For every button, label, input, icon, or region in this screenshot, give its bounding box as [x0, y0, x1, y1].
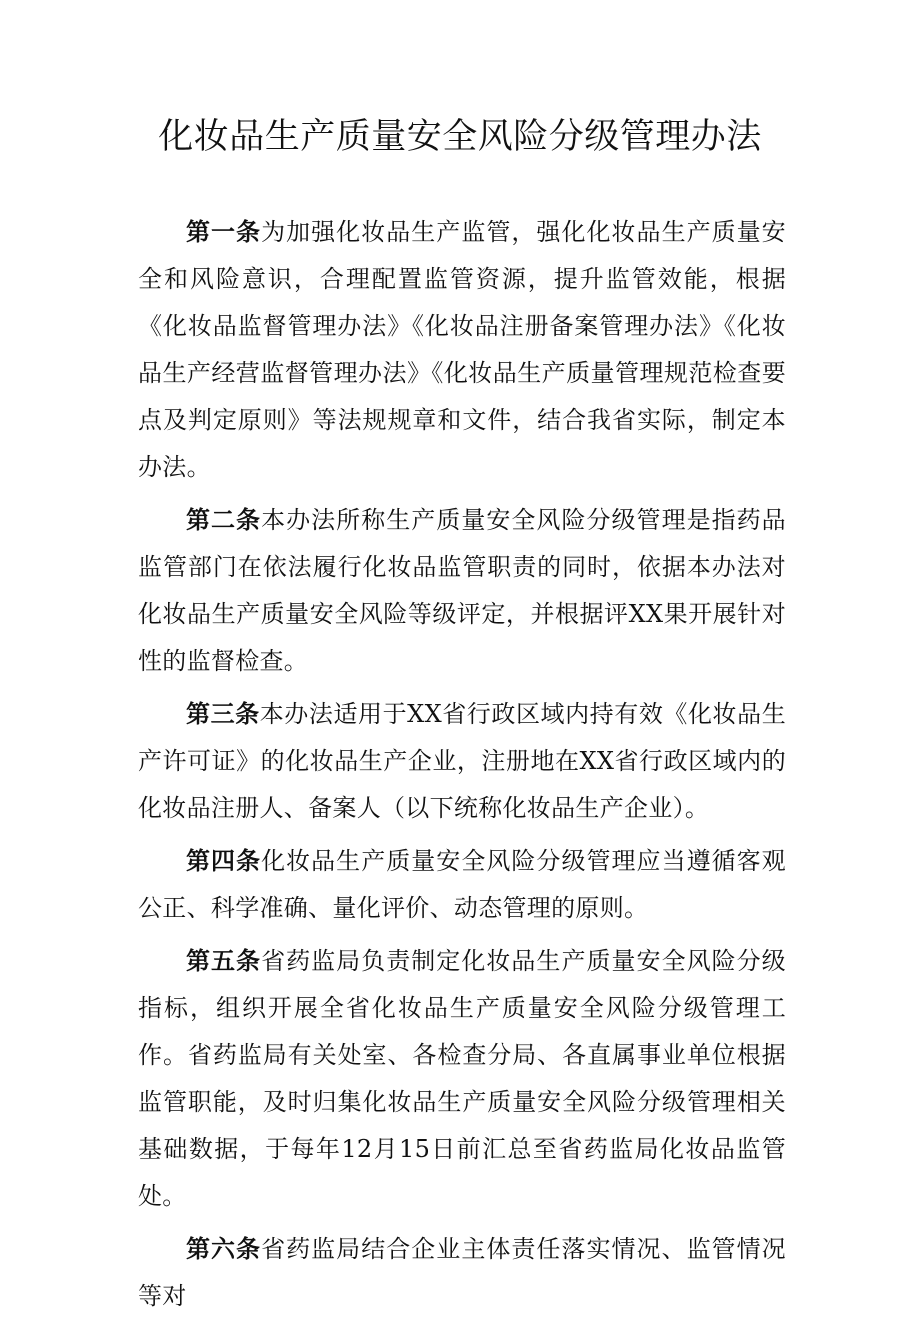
article-text: 省药监局结合企业主体责任落实情况、监管情况等对 — [138, 1235, 786, 1310]
article-4 — [138, 837, 786, 932]
article-text: 为加强化妆品生产监管，强化化妆品生产质量安全和风险意识，合理配置监管资源，提升监管效能，根据《化妆品监督管理办法》《化妆品注册备案管理办法》《化妆品生产经营监督管理办法》《化妆品生产质量管理规范检查要点及判定原则》等法规规章和文件，结合我省实际，制定本办法。 — [138, 218, 786, 481]
article-label: 第一条 — [186, 217, 262, 246]
article-1 — [138, 208, 786, 491]
article-text: 本办法所称生产质量安全风险分级管理是指药品监管部门在依法履行化妆品监管职责的同时，依据本办法对化妆品生产质量安全风险等级评定，并根据评XX果开展针对性的监督检查。 — [138, 506, 786, 675]
article-label: 第二条 — [186, 505, 262, 534]
article-label: 第三条 — [186, 699, 260, 728]
article-2 — [138, 496, 786, 685]
article-text: 省药监局负责制定化妆品生产质量安全风险分级指标，组织开展全省化妆品生产质量安全风险分级管理工作。省药监局有关处室、各检查分局、各直属事业单位根据监管职能，及时归集化妆品生产质量安全风险分级管理相关基础数据，于每年12月15日前汇总至省药监局化妆品监管处。 — [138, 947, 786, 1210]
article-3 — [138, 690, 786, 832]
document-title: 化妆品生产质量安全风险分级管理办法 — [158, 117, 762, 157]
article-label: 第四条 — [186, 846, 262, 875]
article-label: 第五条 — [186, 946, 262, 975]
article-text: 本办法适用于XX省行政区域内持有效《化妆品生产许可证》的化妆品生产企业，注册地在XX省行政区域内的化妆品注册人、备案人（以下统称化妆品生产企业）。 — [138, 700, 786, 822]
document-body — [138, 208, 786, 1325]
article-5 — [138, 937, 786, 1220]
article-6 — [138, 1225, 786, 1320]
article-text: 化妆品生产质量安全风险分级管理应当遵循客观公正、科学准确、量化评价、动态管理的原则。 — [138, 847, 786, 922]
article-label: 第六条 — [186, 1234, 262, 1263]
